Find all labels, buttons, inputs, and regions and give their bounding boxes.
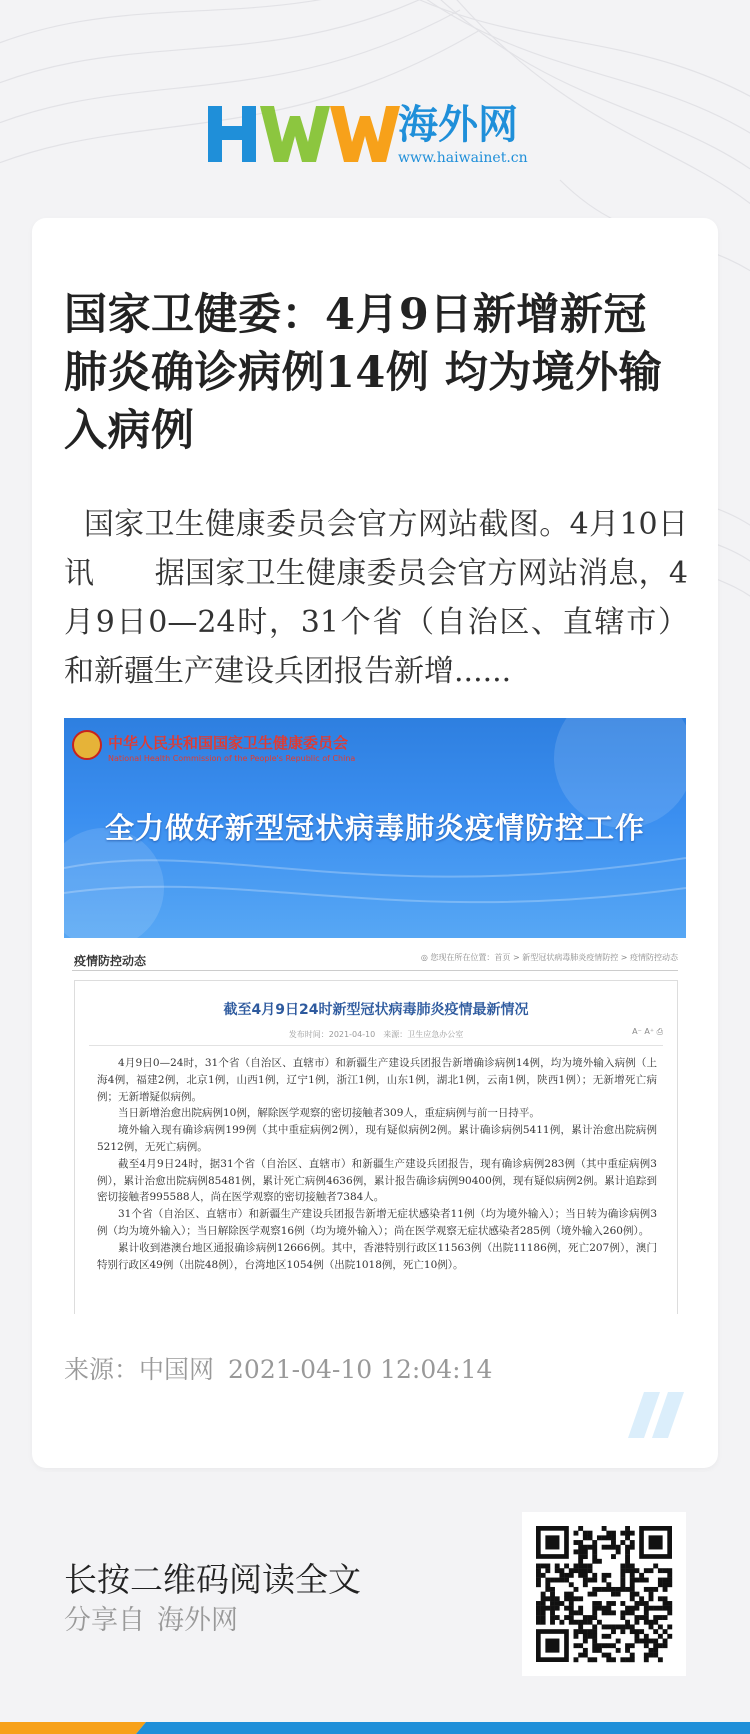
bottom-color-bar <box>0 1722 750 1734</box>
nhc-org-name: 中华人民共和国国家卫生健康委员会 <box>108 734 349 752</box>
haiwainet-logo <box>0 96 750 176</box>
section-divider <box>72 970 678 971</box>
doc-paragraph: 31个省（自治区、直辖市）和新疆生产建设兵团报告新增无症状感染者11例（均为境外输入）；当日转为确诊病例3例（均为境外输入）；当日解除医学观察16例（均为境外输入）；尚在医学观察无症状感染者285例（境外输入260例）。 <box>97 1208 657 1237</box>
qr-code[interactable] <box>522 1512 686 1676</box>
doc-paragraph: 境外输入现有确诊病例199例（其中重症病例2例），现有疑似病例2例。累计确诊病例5411例，累计治愈出院病例5212例，无死亡病例。 <box>97 1124 657 1153</box>
breadcrumb: ◎ 您现在所在位置：首页 > 新型冠状病毒肺炎疫情防控 > 疫情防控动态 <box>420 953 678 962</box>
notice-document <box>74 980 678 1314</box>
share-site: 海外网 <box>157 1605 238 1636</box>
share-from <box>64 1598 250 1637</box>
doc-paragraph: 当日新增治愈出院病例10例，解除医学观察的密切接触者309人，重症病例与前一日持平。 <box>118 1107 540 1120</box>
doc-paragraph: 4月9日0—24时，31个省（自治区、直辖市）和新疆生产建设兵团报告新增确诊病例14例，均为境外输入病例（上海4例，福建2例，北京1例，山西1例，辽宁1例，浙江1例，山东1例，湖北1例，云南1例，陕西1例）；无新增死亡病例；无新增疑似病例。 <box>97 1057 657 1103</box>
article-datetime: 2021-04-10 12:04:14 <box>228 1355 493 1384</box>
nhc-banner <box>64 718 686 938</box>
doc-paragraph: 累计收到港澳台地区通报确诊病例12666例。其中，香港特别行政区11563例（出院11186例，死亡207例），澳门特别行政区49例（出院48例），台湾地区1054例（出院1018例，死亡10例）。 <box>97 1241 657 1271</box>
slash-decoration-icon <box>628 1392 688 1438</box>
share-prefix: 分享自 <box>64 1605 145 1636</box>
banner-headline: 全力做好新型冠状病毒肺炎疫情防控工作 <box>104 811 645 845</box>
doc-body <box>97 1055 657 1273</box>
logo-name-cn: 海外网 <box>398 101 518 148</box>
national-emblem-icon <box>72 730 102 760</box>
article-source: 来源：中国网 <box>64 1355 215 1384</box>
nhc-org-name-en: National Health Commission of the People's Republic of China <box>108 754 356 763</box>
logo-url: www.haiwainet.cn <box>398 150 528 166</box>
doc-divider <box>89 1045 663 1046</box>
article-image[interactable] <box>64 718 686 1314</box>
qr-code-icon <box>522 1512 686 1676</box>
font-size-tools: A⁻ A⁺ ⎙ <box>632 1027 663 1036</box>
article-title: 国家卫健委：4月9日新增新冠肺炎确诊病例14例 均为境外输入病例 <box>64 290 663 456</box>
hww-logo-mark <box>208 106 400 162</box>
doc-meta: 发布时间：2021-04-10 来源：卫生应急办公室 <box>288 1030 464 1039</box>
article-meta <box>64 1350 506 1386</box>
doc-title: 截至4月9日24时新型冠状病毒肺炎疫情最新情况 <box>223 1002 529 1018</box>
doc-paragraph: 截至4月9日24时，据31个省（自治区、直辖市）和新疆生产建设兵团报告，现有确诊病例283例（其中重症病例3例），累计治愈出院病例85481例，累计死亡病例4636例，累计报告确诊病例90400例，现有疑似病例2例。累计追踪到密切接触者995588人，尚在医学观察的密切接触者7384人。 <box>97 1157 657 1204</box>
qr-cta-text: 长按二维码阅读全文 <box>64 1560 361 1599</box>
section-label: 疫情防控动态 <box>74 954 147 968</box>
article-summary: 国家卫生健康委员会官方网站截图。4月10日讯 据国家卫生健康委员会官方网站消息，4月9日0—24时，31个省（自治区、直辖市）和新疆生产建设兵团报告新增...... <box>64 507 688 689</box>
